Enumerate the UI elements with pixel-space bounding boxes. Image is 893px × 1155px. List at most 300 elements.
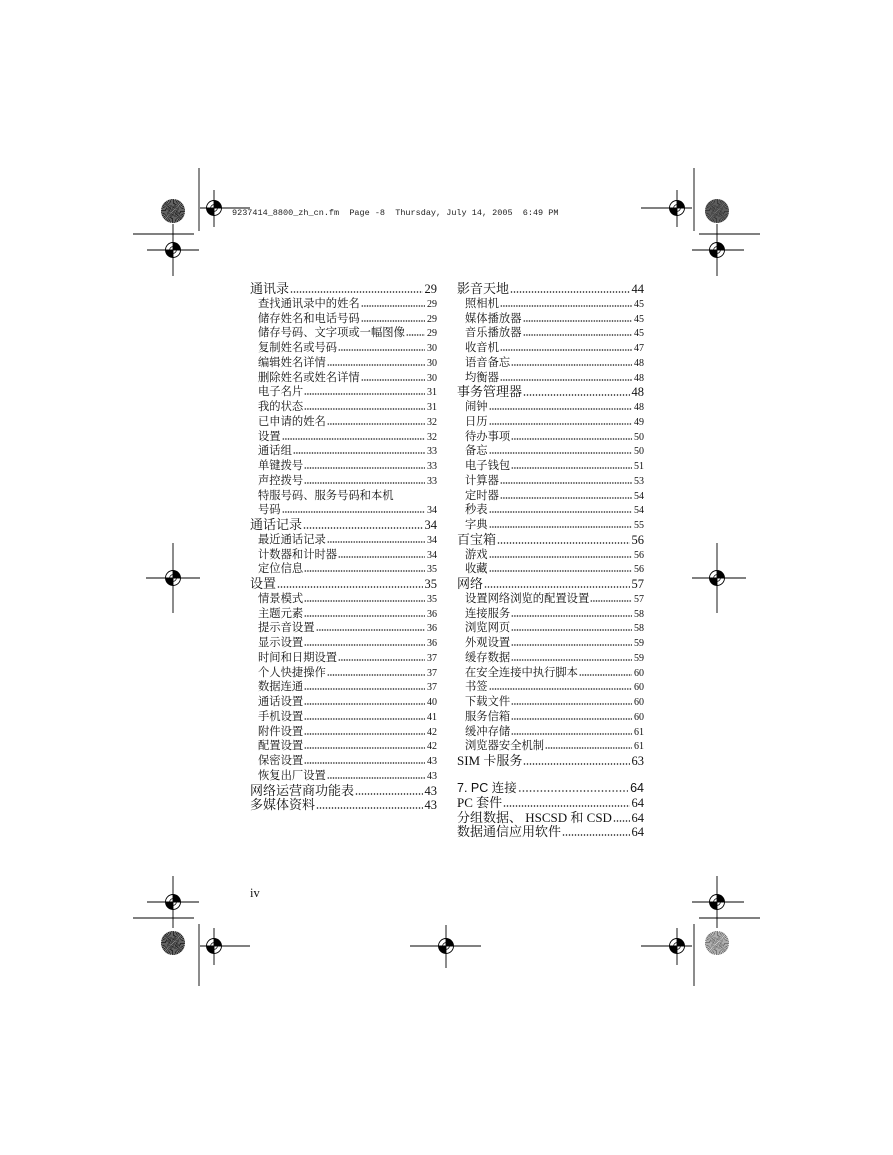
toc-leader-dots: [489, 408, 632, 410]
toc-leader-dots: [327, 423, 425, 425]
toc-leader-dots: [562, 834, 629, 836]
toc-page-number: 45: [634, 313, 644, 325]
toc-entry-line: [465, 621, 644, 636]
toc-entry-title: 通话组: [258, 445, 292, 458]
toc-subsection-entry: [250, 385, 437, 400]
registration-mark: [641, 190, 692, 227]
toc-entry-title: 语音备忘: [465, 356, 511, 369]
toc-entry-line: [258, 754, 437, 769]
toc-leader-dots: [361, 320, 425, 322]
toc-leader-dots: [523, 763, 629, 765]
toc-leader-dots: [489, 570, 632, 572]
toc-entry-line: [250, 798, 437, 813]
registration-mark: [147, 224, 199, 276]
toc-entry-title: 事务管理器: [457, 384, 523, 400]
toc-entry-line: [258, 356, 437, 371]
toc-page-number: 60: [634, 697, 644, 708]
toc-leader-dots: [590, 600, 632, 602]
toc-leader-dots: [497, 542, 629, 544]
toc-entry-title: SIM 卡服务: [457, 753, 523, 768]
registration-mark: [692, 876, 744, 928]
toc-page-number: 57: [631, 577, 644, 591]
toc-subsection-entry: [250, 297, 437, 312]
toc-entry-title: 计数器和计时器: [258, 548, 338, 561]
toc-entry-line: [465, 459, 644, 474]
file-slug-header: 9237414_8800_zh_cn.fm Page -8 Thursday, July 14, 2005 6:49 PM: [232, 208, 559, 218]
toc-entry-title: 日历: [465, 415, 488, 428]
toc-entry-title: 照相机: [465, 297, 499, 310]
toc-subsection-entry: [250, 754, 437, 769]
toc-page-number: 29: [427, 298, 437, 310]
toc-page-number: 59: [634, 638, 644, 649]
toc-leader-dots: [304, 393, 425, 395]
toc-page-number: 36: [427, 608, 437, 620]
toc-entry-title: 号码: [258, 504, 281, 517]
toc-entry-title: 计算器: [465, 474, 499, 487]
toc-subsection-entry: [457, 739, 644, 754]
toc-subsection-entry: [457, 562, 644, 577]
toc-entry-line: [457, 825, 644, 840]
toc-leader-dots: [523, 320, 633, 322]
toc-entry-line: [258, 385, 437, 400]
toc-subsection-entry: [250, 341, 437, 356]
toc-subsection-entry: [250, 739, 437, 754]
toc-entry-line: [258, 533, 437, 548]
toc-page-number: 63: [631, 754, 644, 768]
toc-leader-dots: [282, 438, 425, 440]
toc-leader-dots: [303, 527, 422, 529]
toc-entry-title: 通话记录: [250, 517, 303, 532]
toc-entry-title: 均衡器: [465, 371, 499, 384]
toc-entry-line: [465, 710, 644, 725]
toc-subsection-entry: [457, 548, 644, 563]
toc-right-column: [457, 282, 644, 840]
toc-subsection-entry: [250, 621, 437, 636]
toc-section-entry: [457, 533, 644, 548]
toc-entry-title: 百宝箱: [457, 531, 497, 547]
toc-entry-line: [465, 371, 644, 386]
toc-subsection-entry: [250, 666, 437, 681]
toc-entry-line: [258, 621, 437, 636]
toc-leader-dots: [316, 807, 422, 809]
toc-subsection-entry: [250, 400, 437, 415]
toc-page-number: 61: [634, 741, 644, 753]
toc-subsection-entry: [250, 636, 437, 651]
toc-section-entry: [250, 798, 437, 813]
toc-page-number: 58: [634, 608, 644, 620]
toc-entry-line: [457, 282, 644, 297]
toc-entry-title: 设置网络浏览的配置设置: [465, 592, 590, 605]
toc-entry-line: [258, 430, 437, 445]
toc-page-number: 31: [427, 387, 437, 399]
toc-entry-line: [258, 312, 437, 327]
toc-section-entry: [250, 577, 437, 592]
toc-entry-line: [465, 430, 644, 445]
toc-entry-title: 通话设置: [258, 696, 304, 708]
toc-subsection-entry: [457, 666, 644, 681]
toc-leader-dots: [304, 644, 425, 646]
toc-entry-line: [258, 400, 437, 415]
toc-entry-line: [465, 326, 644, 341]
toc-entry-line: [258, 739, 437, 754]
toc-page-number: 36: [427, 623, 437, 635]
toc-entry-title: 显示设置: [258, 637, 304, 649]
toc-leader-dots: [327, 777, 425, 779]
toc-page-number: 64: [631, 810, 644, 825]
toc-entry-title: 服务信箱: [465, 710, 511, 723]
toc-entry-line: [465, 400, 644, 415]
toc-entry-title: 媒体播放器: [465, 312, 522, 325]
toc-entry-line: [258, 297, 437, 312]
toc-page-number: 37: [427, 682, 437, 694]
toc-entry-line: [465, 341, 644, 356]
registration-mark: [692, 224, 744, 276]
toc-page-number: 35: [427, 593, 437, 605]
toc-leader-dots: [500, 305, 632, 307]
toc-entry-line: [465, 739, 644, 754]
toc-leader-dots: [304, 733, 425, 735]
toc-subsection-entry: [457, 592, 644, 607]
toc-entry-line: [258, 666, 437, 681]
toc-page-number: 31: [427, 402, 437, 413]
toc-page-number: 58: [634, 623, 644, 635]
toc-leader-dots: [523, 334, 633, 336]
toc-entry-line: [250, 518, 437, 533]
toc-page-number: 29: [424, 282, 437, 296]
toc-entry-line: [258, 592, 437, 607]
toc-entry-line: [258, 725, 437, 740]
toc-leader-dots: [489, 688, 632, 690]
toc-entry-title: 编辑姓名详情: [258, 356, 326, 369]
toc-section-entry: [457, 796, 644, 811]
toc-subsection-entry: [250, 489, 437, 519]
toc-entry-line: [258, 459, 437, 474]
toc-page-number: 30: [427, 343, 437, 354]
toc-page-number: 60: [634, 682, 644, 694]
toc-leader-dots: [523, 394, 629, 396]
toc-subsection-entry: [457, 444, 644, 459]
toc-page-number: 64: [631, 795, 644, 810]
toc-section-entry: [250, 282, 437, 297]
toc-entry-line: [465, 592, 644, 607]
toc-leader-dots: [316, 629, 426, 631]
toc-entry-line: [465, 297, 644, 312]
toc-entry-line: [465, 695, 644, 710]
toc-leader-dots: [511, 703, 632, 705]
toc-entry-line: [465, 444, 644, 459]
toc-leader-dots: [304, 600, 425, 602]
toc-page-number: 34: [427, 549, 437, 561]
toc-page-number: 48: [631, 385, 644, 400]
toc-section-entry: [457, 385, 644, 400]
toc-entry-title: 我的状态: [258, 401, 304, 413]
toc-leader-dots: [500, 349, 632, 351]
toc-leader-dots: [545, 747, 632, 749]
toc-entry-line: [457, 533, 644, 548]
toc-entry-title: 保密设置: [258, 755, 304, 767]
toc-entry-title: 提示音设置: [258, 622, 315, 635]
toc-page-number: 34: [427, 534, 437, 546]
toc-leader-dots: [327, 364, 425, 366]
registration-mark: [147, 876, 199, 928]
toc-entry-line: [258, 769, 437, 784]
toc-subsection-entry: [457, 695, 644, 710]
toc-leader-dots: [500, 379, 632, 381]
toc-entry-title: 缓存数据: [465, 651, 511, 664]
toc-entry-title: 通讯录: [250, 281, 290, 296]
toc-leader-dots: [579, 674, 632, 676]
toc-leader-dots: [361, 379, 425, 381]
toc-entry-title: 7. PC 连接: [457, 781, 517, 795]
toc-page-number: 33: [427, 461, 437, 472]
toc-entry-line: [465, 651, 644, 666]
toc-entry-title: 储存号码、文字项或一幅图像: [258, 327, 405, 340]
toc-entry-title: 电子名片: [258, 386, 304, 399]
toc-entry-line: [465, 562, 644, 577]
toc-leader-dots: [304, 718, 425, 720]
toc-entry-line: [258, 326, 437, 341]
toc-page-number: 29: [427, 328, 437, 340]
toc-page-number: 37: [427, 667, 437, 679]
toc-leader-dots: [511, 629, 632, 631]
toc-entry-title: 连接服务: [465, 607, 511, 620]
toc-entry-title: PC 套件: [457, 794, 503, 810]
toc-entry-title: 外观设置: [465, 637, 511, 649]
toc-leader-dots: [304, 688, 425, 690]
toc-subsection-entry: [250, 548, 437, 563]
toc-subsection-entry: [457, 356, 644, 371]
toc-subsection-entry: [250, 695, 437, 710]
toc-page-number: 50: [634, 431, 644, 443]
toc-entry-line: [465, 356, 644, 371]
toc-leader-dots: [355, 793, 422, 795]
toc-leader-dots: [511, 438, 632, 440]
toc-entry-line: [457, 781, 644, 796]
toc-entry-title: 查找通讯录中的姓名: [258, 297, 360, 310]
toc-entry-title: 主题元素: [258, 607, 304, 620]
toc-entry-title: 恢复出厂设置: [258, 769, 326, 782]
toc-page-number: 56: [634, 549, 644, 561]
toc-subsection-entry: [457, 503, 644, 518]
toc-page-number: 34: [424, 518, 437, 532]
toc-section-entry: [250, 518, 437, 533]
toc-entry-title: 最近通话记录: [258, 533, 326, 546]
toc-subsection-entry: [457, 400, 644, 415]
toc-entry-title: 特服号码、服务号码和本机: [258, 489, 394, 502]
toc-subsection-entry: [457, 312, 644, 327]
toc-leader-dots: [361, 305, 425, 307]
toc-entry-line: [258, 503, 437, 518]
toc-entry-title: 在安全连接中执行脚本: [465, 666, 578, 679]
toc-entry-title: 设置: [250, 576, 277, 591]
registration-mark: [200, 928, 250, 965]
toc-entry-line: [258, 415, 437, 430]
toc-page-number: 30: [427, 357, 437, 369]
toc-leader-dots: [277, 586, 422, 588]
toc-section-entry: [457, 282, 644, 297]
toc-leader-dots: [304, 762, 425, 764]
toc-entry-title: 多媒体资料: [250, 797, 316, 813]
toc-entry-title: 浏览器安全机制: [465, 740, 545, 753]
toc-subsection-entry: [250, 312, 437, 327]
toc-leader-dots: [290, 291, 422, 293]
registration-mark: [146, 543, 200, 613]
toc-page-number: 48: [634, 402, 644, 413]
toc-entry-line: [258, 548, 437, 563]
toc-entry-title: 声控拨号: [258, 474, 304, 487]
toc-page-number: 32: [427, 431, 437, 443]
toc-subsection-entry: [250, 474, 437, 489]
toc-subsection-entry: [457, 489, 644, 504]
toc-left-column: [250, 282, 437, 813]
toc-entry-title: 时间和日期设置: [258, 651, 338, 664]
toc-page-number: 33: [427, 475, 437, 487]
toc-leader-dots: [304, 482, 425, 484]
toc-page-number: 48: [634, 357, 644, 369]
toc-subsection-entry: [250, 680, 437, 695]
toc-entry-line: [250, 282, 437, 297]
toc-leader-dots: [338, 349, 425, 351]
toc-leader-dots: [304, 467, 425, 469]
toc-page-number: 59: [634, 652, 644, 664]
toc-entry-title: 数据连通: [258, 681, 304, 694]
toc-leader-dots: [511, 644, 632, 646]
toc-entry-title: 秒表: [465, 504, 488, 517]
toc-entry-line: [465, 607, 644, 622]
registration-mark: [692, 543, 746, 613]
toc-entry-title: 书签: [465, 681, 488, 694]
toc-leader-dots: [500, 497, 632, 499]
toc-entry-title: 分组数据、 HSCSD 和 CSD: [457, 809, 612, 825]
toc-page-number: 61: [634, 726, 644, 738]
toc-page-number: 43: [427, 770, 437, 782]
toc-entry-line: [465, 415, 644, 430]
toc-page-number: 41: [427, 711, 437, 723]
toc-page-number: 36: [427, 638, 437, 649]
toc-leader-dots: [293, 452, 425, 454]
toc-page-number: 57: [634, 593, 644, 605]
toc-leader-dots: [518, 790, 628, 792]
toc-subsection-entry: [250, 326, 437, 341]
toc-leader-dots: [304, 747, 425, 749]
toc-entry-title: 配置设置: [258, 740, 304, 753]
toc-entry-title: 浏览网页: [465, 622, 511, 635]
toc-leader-dots: [613, 820, 630, 822]
toc-subsection-entry: [457, 341, 644, 356]
toc-subsection-entry: [250, 371, 437, 386]
toc-page-number: 43: [424, 783, 437, 798]
toc-entry-title: 网络: [457, 576, 484, 591]
toc-subsection-entry: [250, 415, 437, 430]
toc-subsection-entry: [457, 607, 644, 622]
toc-leader-dots: [489, 526, 632, 528]
toc-page-number: 29: [427, 313, 437, 325]
toc-entry-line: [457, 754, 644, 769]
toc-entry-title: 电子钱包: [465, 460, 511, 472]
toc-entry-line: [258, 680, 437, 695]
toc-entry-line: [258, 371, 437, 386]
toc-subsection-entry: [457, 459, 644, 474]
toc-entry-title: 删除姓名或姓名详情: [258, 371, 360, 384]
registration-mark: [410, 925, 481, 968]
toc-subsection-entry: [457, 636, 644, 651]
toc-entry-line: [258, 341, 437, 356]
toc-subsection-entry: [250, 710, 437, 725]
toc-entry-line: [457, 385, 644, 400]
toc-entry-line: [465, 680, 644, 695]
toc-subsection-entry: [250, 459, 437, 474]
toc-page-number: 32: [427, 416, 437, 428]
toc-section-entry: [250, 784, 437, 799]
toc-subsection-entry: [457, 725, 644, 740]
toc-leader-dots: [304, 615, 425, 617]
toc-page-number: 33: [427, 446, 437, 458]
toc-subsection-entry: [250, 444, 437, 459]
toc-entry-line: [465, 725, 644, 740]
toc-subsection-entry: [250, 769, 437, 784]
toc-page-number: 60: [634, 711, 644, 723]
toc-leader-dots: [511, 615, 632, 617]
toc-page-number: 40: [427, 697, 437, 708]
toc-entry-line: [258, 651, 437, 666]
toc-subsection-entry: [250, 607, 437, 622]
toc-entry-title: 附件设置: [258, 725, 304, 738]
toc-page-number: 35: [424, 577, 437, 591]
toc-entry-title: 已申请的姓名: [258, 415, 326, 428]
toc-entry-title: 收藏: [465, 563, 488, 576]
toc-leader-dots: [282, 511, 425, 513]
toc-page-number: 44: [631, 282, 644, 296]
toc-page-number: 60: [634, 667, 644, 679]
page-number: iv: [250, 886, 260, 900]
toc-entry-line: [258, 710, 437, 725]
toc-subsection-entry: [457, 651, 644, 666]
registration-mark: [641, 928, 692, 965]
toc-subsection-entry: [457, 518, 644, 533]
toc-page-number: 37: [427, 652, 437, 664]
toc-leader-dots: [510, 291, 629, 293]
toc-subsection-entry: [457, 474, 644, 489]
toc-leader-dots: [511, 659, 632, 661]
toc-page-number: 53: [634, 475, 644, 487]
toc-page-number: 56: [631, 532, 644, 547]
toc-entry-title: 下载文件: [465, 696, 511, 708]
toc-subsection-entry: [250, 651, 437, 666]
toc-leader-dots: [304, 408, 425, 410]
toc-subsection-entry: [250, 592, 437, 607]
toc-subsection-entry: [250, 356, 437, 371]
toc-leader-dots: [489, 511, 632, 513]
toc-leader-dots: [511, 467, 632, 469]
toc-entry-title: 闹钟: [465, 401, 488, 413]
toc-leader-dots: [327, 541, 425, 543]
toc-leader-dots: [406, 334, 425, 336]
toc-page-number: 34: [427, 505, 437, 517]
toc-page-number: 48: [634, 372, 644, 384]
toc-entry-line: [258, 474, 437, 489]
toc-entry-title: 游戏: [465, 548, 488, 561]
toc-page-number: 64: [630, 781, 644, 795]
toc-entry-line: [457, 796, 644, 811]
toc-chapter-entry: [457, 781, 644, 796]
toc-entry-line: [250, 784, 437, 799]
toc-page-number: 54: [634, 505, 644, 517]
toc-leader-dots: [327, 674, 425, 676]
toc-page-number: 51: [634, 461, 644, 472]
toc-page-number: 45: [634, 328, 644, 340]
toc-page-number: 42: [427, 741, 437, 753]
toc-entry-line: [465, 518, 644, 533]
